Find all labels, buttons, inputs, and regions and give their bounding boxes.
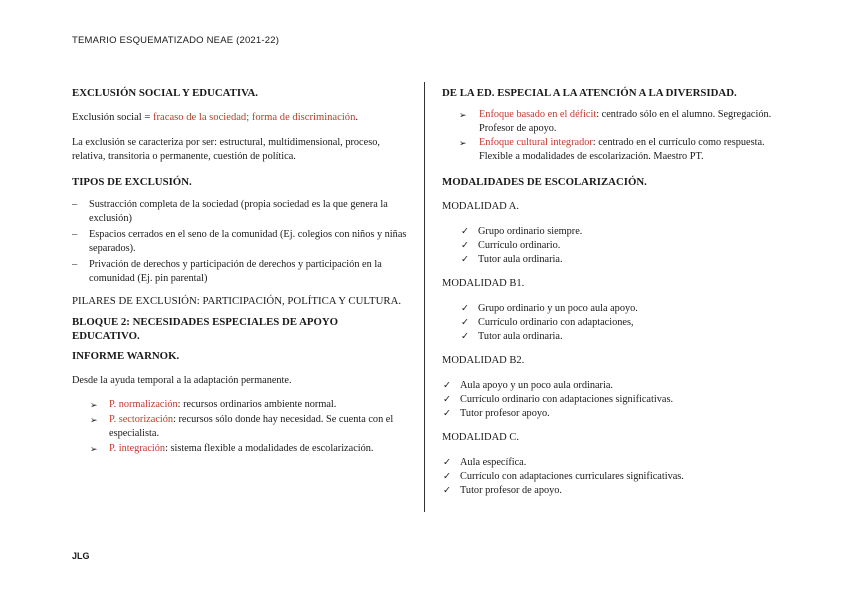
- heading-modalidades: MODALIDADES DE ESCOLARIZACIÓN.: [442, 176, 647, 188]
- heading-exclusion: EXCLUSIÓN SOCIAL Y EDUCATIVA.: [72, 87, 258, 99]
- modalidad-a-list: [442, 225, 778, 267]
- list-item: ✓ Tutor aula ordinaria.: [461, 331, 563, 342]
- check-icon: ✓: [443, 486, 451, 496]
- list-item: ✓ Aula específica.: [443, 457, 527, 468]
- modalidad-b2-list: [442, 379, 778, 421]
- right-column: [442, 86, 778, 498]
- column-divider: [424, 82, 425, 512]
- heading-bloque-2: BLOQUE 2: NECESIDADES ESPECIALES DE APOYO EDUCATIVO.: [72, 316, 339, 342]
- list-item: – Sustracción completa de la sociedad (propia sociedad es la que genera la exclusión): [72, 199, 388, 224]
- arrow-icon: ➢: [459, 138, 467, 148]
- modalidad-a-title: MODALIDAD A.: [442, 201, 519, 212]
- list-item: ✓ Grupo ordinario siempre.: [461, 226, 583, 237]
- check-icon: ✓: [443, 458, 451, 468]
- check-icon: ✓: [443, 395, 451, 405]
- heading-informe: INFORME WARNOK.: [72, 350, 180, 362]
- check-icon: ✓: [461, 304, 469, 314]
- exclusion-definition-highlight: fracaso de la sociedad; forma de discriminación: [153, 112, 356, 123]
- page-footer: JLG: [72, 551, 90, 561]
- heading-tipos: TIPOS DE EXCLUSIÓN.: [72, 176, 192, 188]
- list-item: ✓ Grupo ordinario y un poco aula apoyo.: [461, 303, 638, 314]
- list-item: ✓ Currículo con adaptaciones curriculares significativas.: [443, 471, 684, 482]
- exclusion-definition: Exclusión social = fracaso de la sociedad; forma de discriminación.: [72, 112, 359, 123]
- left-column: [72, 86, 408, 456]
- list-item: ✓ Tutor aula ordinaria.: [461, 254, 563, 265]
- list-item: – Privación de derechos y participación de derechos y participación en la comunidad (Ej. pin parental): [72, 259, 382, 284]
- list-item: ✓ Currículo ordinario.: [461, 240, 561, 251]
- list-item: ➢ P. sectorización: recursos sólo donde hay necesidad. Se cuenta con el especialista.: [90, 414, 394, 439]
- arrow-icon: ➢: [90, 444, 98, 454]
- list-item: ✓ Currículo ordinario con adaptaciones,: [461, 317, 634, 328]
- list-item: ➢ Enfoque cultural integrador: centrado en el currículo como respuesta. Flexible a modalidades de escolarización. Maestro PT.: [459, 137, 765, 162]
- list-item: ➢ P. normalización: recursos ordinarios ambiente normal.: [90, 399, 337, 410]
- page-header: TEMARIO ESQUEMATIZADO NEAE (2021-22): [72, 35, 280, 46]
- list-item: – Espacios cerrados en el seno de la comunidad (Ej. colegios con niños y niñas separados).: [72, 229, 407, 254]
- modalidad-b1-title: MODALIDAD B1.: [442, 278, 525, 289]
- modalidad-b2-title: MODALIDAD B2.: [442, 355, 525, 366]
- modalidad-c-list: [442, 456, 778, 498]
- list-item: ➢ P. integración: sistema flexible a modalidades de escolarización.: [90, 443, 374, 454]
- list-item: ✓ Tutor profesor apoyo.: [443, 408, 550, 419]
- list-item: ✓ Currículo ordinario con adaptaciones significativas.: [443, 394, 674, 405]
- check-icon: ✓: [443, 472, 451, 482]
- check-icon: ✓: [443, 409, 451, 419]
- arrow-icon: ➢: [459, 110, 467, 120]
- arrow-icon: ➢: [90, 415, 98, 425]
- principios-list: [72, 398, 408, 456]
- check-icon: ✓: [461, 227, 469, 237]
- arrow-icon: ➢: [90, 400, 98, 410]
- exclusion-characteristics: La exclusión se caracteriza por ser: estructural, multidimensional, proceso, relativa, transitoria o permanente, cuestión de política.: [72, 137, 380, 162]
- heading-ed-especial: DE LA ED. ESPECIAL A LA ATENCIÓN A LA DIVERSIDAD.: [442, 87, 737, 99]
- list-item: ➢ Enfoque basado en el déficit: centrado sólo en el alumno. Segregación. Profesor de apoyo.: [459, 109, 772, 134]
- check-icon: ✓: [461, 241, 469, 251]
- pilares-exclusion: PILARES DE EXCLUSIÓN: PARTICIPACIÓN, POLÍTICA Y CULTURA.: [72, 295, 402, 307]
- list-item: ✓ Aula apoyo y un poco aula ordinaria.: [443, 380, 613, 391]
- check-icon: ✓: [461, 255, 469, 265]
- enfoques-list: [442, 108, 778, 164]
- list-item: ✓ Tutor profesor de apoyo.: [443, 485, 563, 496]
- informe-description: Desde la ayuda temporal a la adaptación permanente.: [72, 375, 292, 386]
- check-icon: ✓: [461, 332, 469, 342]
- modalidad-c-title: MODALIDAD C.: [442, 432, 519, 443]
- tipos-list: [72, 198, 408, 286]
- check-icon: ✓: [461, 318, 469, 328]
- check-icon: ✓: [443, 381, 451, 391]
- modalidad-b1-list: [442, 302, 778, 344]
